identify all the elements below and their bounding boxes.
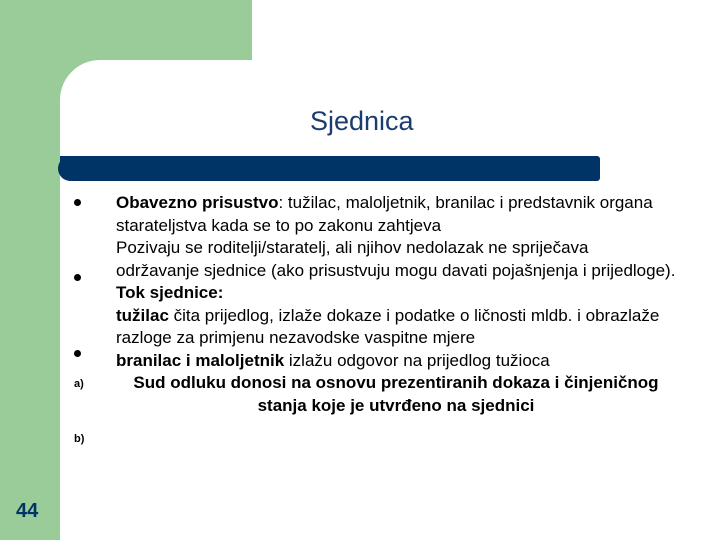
slide-body xyxy=(116,192,676,417)
item-marker-a: a) xyxy=(74,378,84,390)
item-text: : tužilac, maloljetnik, branilac i predstavnik organa starateljstva kada se to po zakonu zahtjeva xyxy=(116,193,653,235)
item-bold-text: branilac i maloljetnik xyxy=(116,350,285,370)
bullet-marker-3 xyxy=(74,350,81,357)
item-text: izlažu odgovor na prijedlog tužioca xyxy=(284,350,550,370)
item-marker-b: b) xyxy=(74,433,85,445)
list-item xyxy=(116,192,676,237)
item-bold-text: tužilac xyxy=(116,305,169,325)
item-text: čita prijedlog, izlaže dokaze i podatke o ličnosti mldb. i obrazlaže razloge za primjenu nezavodske vaspitne mjere xyxy=(116,305,660,347)
list-item xyxy=(116,305,676,350)
slide-title: Sjednica xyxy=(310,106,414,136)
item-bold-text: Tok sjednice: xyxy=(116,283,224,302)
list-item xyxy=(116,237,676,282)
item-text: Pozivaju se roditelji/staratelj, ali njihov nedolazak ne spriječava održavanje sjednice (ako prisustvuju mogu davati pojašnjenja i prijedloge). xyxy=(116,238,676,280)
bullet-marker-1 xyxy=(74,199,81,206)
title-bar xyxy=(60,156,600,181)
bullet-marker-2 xyxy=(74,274,81,281)
page-number: 44 xyxy=(16,500,39,522)
closing-text: Sud odluku donosi na osnovu prezentiranih dokaza i činjeničnog stanja koje je utvrđeno na sjednici xyxy=(133,373,659,415)
list-item xyxy=(116,350,676,373)
item-bold-text: Obavezno prisustvo xyxy=(116,193,279,212)
list-item xyxy=(116,282,676,305)
